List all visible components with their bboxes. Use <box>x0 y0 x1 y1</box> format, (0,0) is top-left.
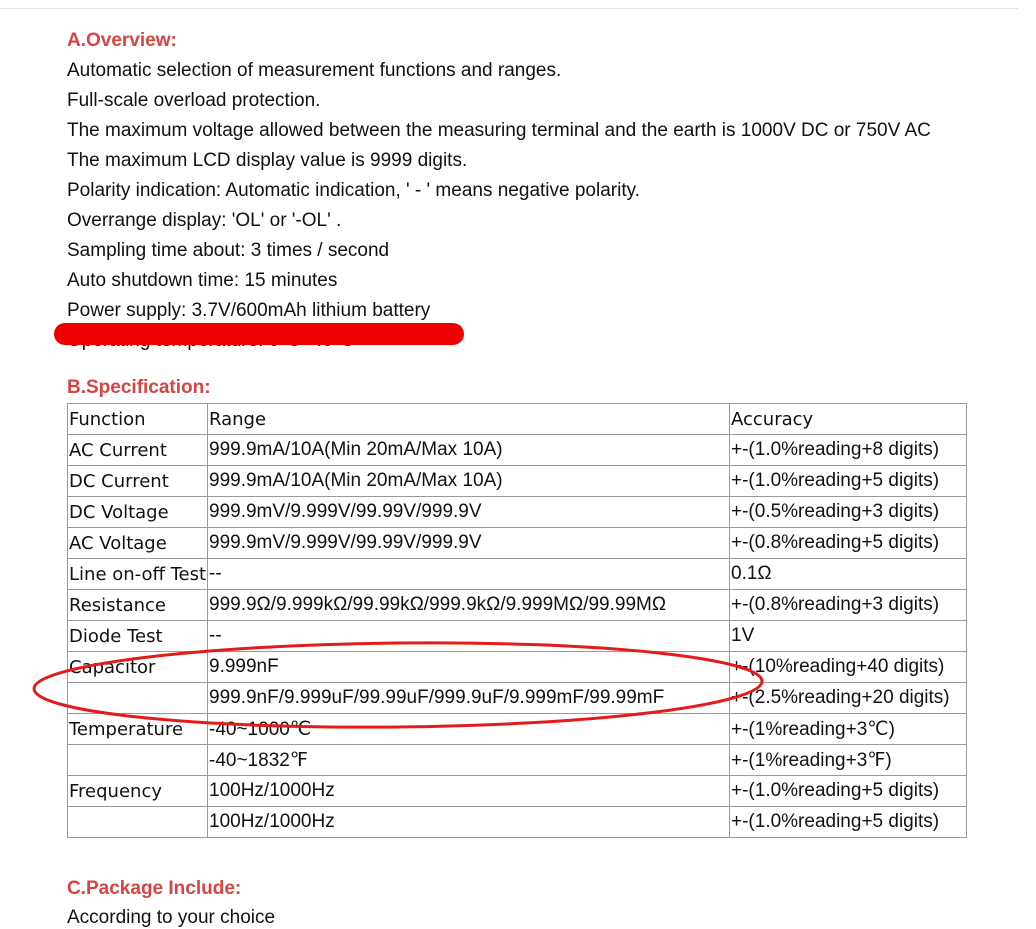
column-header-accuracy: Accuracy <box>730 404 967 435</box>
overview-line: Auto shutdown time: 15 minutes <box>67 270 338 291</box>
range-cell: 999.9mV/9.999V/99.99V/999.9V <box>208 528 730 559</box>
accuracy-cell: +-(1.0%reading+5 digits) <box>730 807 967 838</box>
table-row <box>68 497 967 528</box>
accuracy-cell: +-(1.0%reading+5 digits) <box>730 466 967 497</box>
range-cell: 100Hz/1000Hz <box>208 807 730 838</box>
accuracy-cell: +-(1.0%reading+8 digits) <box>730 435 967 466</box>
overview-line: Automatic selection of measurement functions and ranges. <box>67 60 562 81</box>
overview-line: Overrange display: 'OL' or '-OL' . <box>67 210 342 231</box>
specification-table <box>67 403 967 838</box>
range-cell: 999.9mA/10A(Min 20mA/Max 10A) <box>208 435 730 466</box>
overview-line: Sampling time about: 3 times / second <box>67 240 390 261</box>
accuracy-cell: 1V <box>730 621 967 652</box>
range-cell: 999.9mA/10A(Min 20mA/Max 10A) <box>208 466 730 497</box>
column-header-range: Range <box>208 404 730 435</box>
range-cell: 9.999nF <box>208 652 730 683</box>
table-row <box>68 776 967 807</box>
table-row <box>68 714 967 745</box>
function-cell: DC Voltage <box>68 497 208 528</box>
range-cell: 999.9Ω/9.999kΩ/99.99kΩ/999.9kΩ/9.999MΩ/99.99MΩ <box>208 590 730 621</box>
table-row <box>68 621 967 652</box>
function-cell: AC Voltage <box>68 528 208 559</box>
package-heading: C.Package Include: <box>67 878 242 899</box>
function-cell <box>68 683 208 714</box>
redaction-strike <box>54 323 464 345</box>
top-divider <box>0 8 1018 9</box>
accuracy-cell: +-(1%reading+3℉) <box>730 745 967 776</box>
overview-heading: A.Overview: <box>67 30 177 51</box>
accuracy-cell: +-(0.5%reading+3 digits) <box>730 497 967 528</box>
overview-line: Power supply: 3.7V/600mAh lithium battery <box>67 300 431 321</box>
accuracy-cell: 0.1Ω <box>730 559 967 590</box>
accuracy-cell: +-(1.0%reading+5 digits) <box>730 776 967 807</box>
overview-line: Polarity indication: Automatic indication, ' - ' means negative polarity. <box>67 180 640 201</box>
accuracy-cell: +-(1%reading+3℃) <box>730 714 967 745</box>
function-cell: Frequency <box>68 776 208 807</box>
function-cell <box>68 807 208 838</box>
table-row <box>68 745 967 776</box>
range-cell: 100Hz/1000Hz <box>208 776 730 807</box>
range-cell: -40~1832℉ <box>208 745 730 776</box>
accuracy-cell: +-(0.8%reading+3 digits) <box>730 590 967 621</box>
range-cell: -- <box>208 621 730 652</box>
column-header-function: Function <box>68 404 208 435</box>
table-row <box>68 590 967 621</box>
function-cell <box>68 745 208 776</box>
function-cell: Temperature <box>68 714 208 745</box>
table-header-row <box>68 404 967 435</box>
function-cell: AC Current <box>68 435 208 466</box>
function-cell: Diode Test <box>68 621 208 652</box>
function-cell: Capacitor <box>68 652 208 683</box>
table-row <box>68 652 967 683</box>
function-cell: DC Current <box>68 466 208 497</box>
overview-line: Full-scale overload protection. <box>67 90 321 111</box>
table-row <box>68 559 967 590</box>
specification-heading: B.Specification: <box>67 377 211 398</box>
range-cell: -- <box>208 559 730 590</box>
accuracy-cell: +-(2.5%reading+20 digits) <box>730 683 967 714</box>
range-cell: -40~1000℃ <box>208 714 730 745</box>
package-text: According to your choice <box>67 907 276 928</box>
function-cell: Resistance <box>68 590 208 621</box>
table-row <box>68 807 967 838</box>
table-row <box>68 435 967 466</box>
overview-line: The maximum voltage allowed between the measuring terminal and the earth is 1000V DC or 750V AC <box>67 120 931 141</box>
accuracy-cell: +-(0.8%reading+5 digits) <box>730 528 967 559</box>
range-cell: 999.9mV/9.999V/99.99V/999.9V <box>208 497 730 528</box>
accuracy-cell: +-(10%reading+40 digits) <box>730 652 967 683</box>
overview-line: The maximum LCD display value is 9999 digits. <box>67 150 468 171</box>
range-cell: 999.9nF/9.999uF/99.99uF/999.9uF/9.999mF/99.99mF <box>208 683 730 714</box>
table-row <box>68 683 967 714</box>
table-row <box>68 466 967 497</box>
function-cell: Line on-off Test <box>68 559 208 590</box>
table-row <box>68 528 967 559</box>
